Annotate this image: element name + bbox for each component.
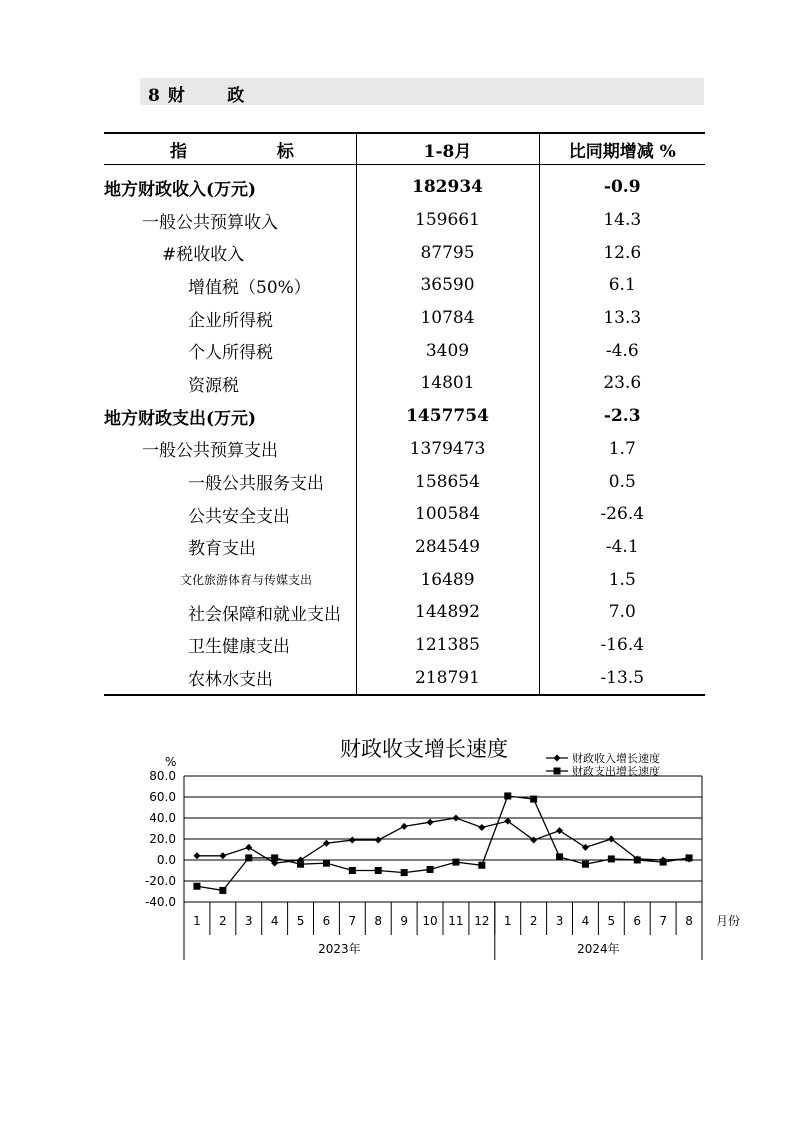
data-point-expenditure xyxy=(556,853,563,860)
data-point-income xyxy=(245,844,252,851)
header-period: 1-8月 xyxy=(356,133,539,165)
data-point-expenditure xyxy=(582,861,589,868)
table-row xyxy=(104,236,705,269)
row-change: 6.1 xyxy=(539,269,705,302)
data-point-expenditure xyxy=(478,862,485,869)
fiscal-table xyxy=(104,132,705,696)
row-value: 36590 xyxy=(356,269,539,302)
header-indicator-part1: 指 xyxy=(170,141,187,162)
row-value: 284549 xyxy=(356,531,539,564)
x-tick-label: 2 xyxy=(219,914,227,928)
row-indicator: #税收收入 xyxy=(162,245,245,266)
row-indicator: 文化旅游体育与传媒支出 xyxy=(180,573,313,588)
legend-label: 财政收入增长速度 xyxy=(572,752,660,765)
data-point-income xyxy=(349,837,356,844)
y-tick-label: -40.0 xyxy=(144,895,176,909)
row-change: 14.3 xyxy=(539,204,705,237)
legend-marker-diamond xyxy=(554,755,561,762)
data-point-expenditure xyxy=(349,867,356,874)
row-indicator: 个人所得税 xyxy=(188,343,273,364)
table-row xyxy=(104,165,705,204)
row-indicator: 一般公共预算支出 xyxy=(142,441,278,462)
data-point-income xyxy=(375,837,382,844)
header-indicator-part2: 标 xyxy=(276,141,294,162)
data-point-income xyxy=(219,852,226,859)
series-line-1 xyxy=(197,818,689,863)
legend-label: 财政支出增长速度 xyxy=(572,765,660,778)
table-row xyxy=(104,400,705,433)
table-row xyxy=(104,367,705,400)
data-point-income xyxy=(556,827,563,834)
row-value: 182934 xyxy=(356,165,539,204)
row-change: -26.4 xyxy=(539,498,705,531)
row-change: 1.5 xyxy=(539,563,705,596)
x-tick-label: 12 xyxy=(474,914,490,928)
x-tick-label: 9 xyxy=(400,914,408,928)
x-tick-label: 7 xyxy=(659,914,667,928)
data-point-expenditure xyxy=(634,857,641,864)
data-point-expenditure xyxy=(452,859,459,866)
data-point-income xyxy=(478,824,485,831)
row-indicator: 资源税 xyxy=(188,375,239,396)
row-value: 14801 xyxy=(356,367,539,400)
row-value: 1457754 xyxy=(356,400,539,433)
row-indicator: 教育支出 xyxy=(188,539,256,560)
x-tick-label: 3 xyxy=(555,914,564,928)
table-row xyxy=(104,563,705,596)
x-tick-label: 7 xyxy=(348,914,357,928)
data-point-expenditure xyxy=(271,854,278,861)
data-point-expenditure xyxy=(608,855,615,862)
x-unit-label: 月份 xyxy=(716,914,741,928)
row-change: -2.3 xyxy=(539,400,705,433)
y-tick-label: 20.0 xyxy=(149,832,176,846)
x-tick-label: 3 xyxy=(244,914,253,928)
row-indicator: 地方财政支出(万元) xyxy=(104,408,257,429)
data-point-expenditure xyxy=(530,796,537,803)
table-body xyxy=(104,165,705,696)
fiscal-growth-chart xyxy=(0,720,793,980)
x-tick-label: 5 xyxy=(296,914,305,928)
y-tick-label: -20.0 xyxy=(144,874,176,888)
row-value: 1379473 xyxy=(356,433,539,466)
row-change: -0.9 xyxy=(539,165,705,204)
data-point-expenditure xyxy=(504,792,511,799)
y-tick-label: 40.0 xyxy=(149,811,176,825)
x-tick-label: 11 xyxy=(448,914,464,928)
y-unit-label: % xyxy=(165,755,177,769)
data-point-expenditure xyxy=(323,860,330,867)
table-row xyxy=(104,433,705,466)
x-tick-label: 1 xyxy=(503,914,512,928)
row-value: 144892 xyxy=(356,596,539,629)
data-point-income xyxy=(401,823,408,830)
data-point-income xyxy=(323,840,330,847)
x-tick-label: 4 xyxy=(270,914,279,928)
x-tick-label: 8 xyxy=(374,914,383,928)
data-point-expenditure xyxy=(401,869,408,876)
table-row xyxy=(104,629,705,662)
x-tick-label: 4 xyxy=(581,914,590,928)
row-value: 218791 xyxy=(356,661,539,695)
table-row xyxy=(104,302,705,335)
row-value: 87795 xyxy=(356,236,539,269)
row-value: 16489 xyxy=(356,563,539,596)
y-tick-label: 0.0 xyxy=(156,853,176,867)
row-indicator: 卫生健康支出 xyxy=(188,637,290,658)
data-point-income xyxy=(427,819,434,826)
table-row xyxy=(104,498,705,531)
header-change: 比同期增减 % xyxy=(539,133,705,165)
table-row xyxy=(104,465,705,498)
row-indicator: 社会保障和就业支出 xyxy=(188,604,341,625)
data-point-expenditure xyxy=(219,887,226,894)
header-indicator xyxy=(104,133,356,165)
x-tick-label: 5 xyxy=(607,914,616,928)
row-value: 10784 xyxy=(356,302,539,335)
x-tick-label: 10 xyxy=(422,914,438,928)
data-point-expenditure xyxy=(297,861,304,868)
data-point-expenditure xyxy=(193,883,200,890)
row-indicator: 公共安全支出 xyxy=(188,506,290,527)
data-point-expenditure xyxy=(245,854,252,861)
data-point-expenditure xyxy=(375,867,382,874)
table-row xyxy=(104,661,705,695)
row-change: 1.7 xyxy=(539,433,705,466)
table-row xyxy=(104,531,705,564)
y-tick-label: 80.0 xyxy=(149,769,176,783)
row-change: 13.3 xyxy=(539,302,705,335)
x-tick-label: 1 xyxy=(193,914,201,928)
legend-marker-square xyxy=(554,768,561,775)
row-change: 12.6 xyxy=(539,236,705,269)
chart-title: 财政收支增长速度 xyxy=(340,737,508,761)
row-indicator: 一般公共服务支出 xyxy=(188,474,324,495)
row-change: 7.0 xyxy=(539,596,705,629)
row-indicator: 地方财政收入(万元) xyxy=(104,179,257,200)
data-point-income xyxy=(193,852,200,859)
row-change: -4.1 xyxy=(539,531,705,564)
year-group-label: 2024年 xyxy=(577,942,620,956)
table-header-row xyxy=(104,133,705,165)
x-tick-label: 6 xyxy=(633,914,642,928)
year-group-label: 2023年 xyxy=(318,942,361,956)
row-change: -13.5 xyxy=(539,661,705,695)
row-value: 158654 xyxy=(356,465,539,498)
data-point-expenditure xyxy=(686,854,693,861)
row-indicator: 增值税（50%） xyxy=(188,277,311,298)
row-value: 100584 xyxy=(356,498,539,531)
row-value: 121385 xyxy=(356,629,539,662)
table-row xyxy=(104,596,705,629)
table-row xyxy=(104,204,705,237)
data-point-income xyxy=(582,844,589,851)
row-value: 159661 xyxy=(356,204,539,237)
row-change: 23.6 xyxy=(539,367,705,400)
table-row xyxy=(104,334,705,367)
row-change: -16.4 xyxy=(539,629,705,662)
y-tick-label: 60.0 xyxy=(149,790,176,804)
x-tick-label: 6 xyxy=(322,914,331,928)
row-indicator: 企业所得税 xyxy=(188,310,273,331)
section-title: 8 财 政 xyxy=(148,86,246,106)
data-point-expenditure xyxy=(427,866,434,873)
row-indicator: 一般公共预算收入 xyxy=(142,212,278,233)
row-change: 0.5 xyxy=(539,465,705,498)
row-indicator: 农林水支出 xyxy=(104,661,356,695)
x-tick-label: 2 xyxy=(529,914,538,928)
data-point-expenditure xyxy=(660,859,667,866)
data-point-income xyxy=(452,815,459,822)
row-change: -4.6 xyxy=(539,334,705,367)
section-header xyxy=(140,78,704,105)
series-line-2 xyxy=(197,796,689,891)
x-tick-label: 8 xyxy=(685,914,693,928)
row-value: 3409 xyxy=(356,334,539,367)
table-row xyxy=(104,269,705,302)
